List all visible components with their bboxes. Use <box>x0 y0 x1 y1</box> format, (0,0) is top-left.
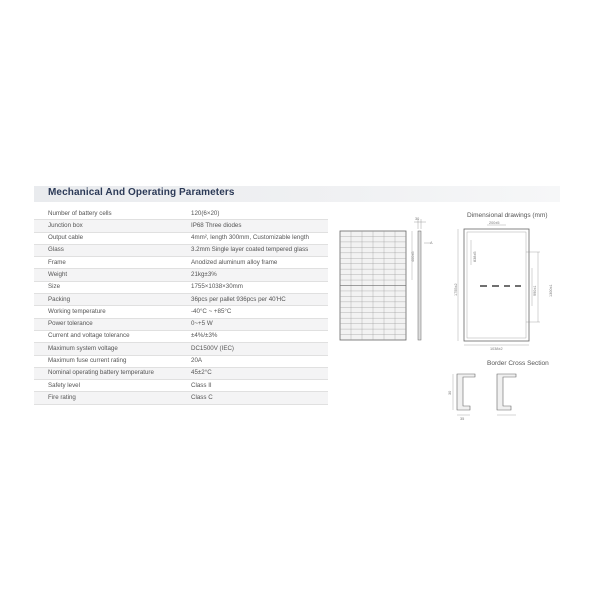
param-name: Power tolerance <box>48 320 93 328</box>
section-mark-label: A <box>430 241 433 245</box>
hole-span-label: 1300±1 <box>549 284 553 297</box>
param-value: IP68 Three diodes <box>191 221 242 229</box>
param-value: 120(6×20) <box>191 209 220 217</box>
param-value: 36pcs per pallet 936pcs per 40'HC <box>191 295 286 303</box>
param-value: ±4%/±3% <box>191 332 218 340</box>
param-name: Glass <box>48 246 64 254</box>
param-name: Fire rating <box>48 393 76 401</box>
param-name: Working temperature <box>48 307 106 315</box>
panel-front-view <box>340 231 406 340</box>
param-value: 20A <box>191 357 203 365</box>
param-value: DC1500V (IEC) <box>191 344 234 352</box>
param-value: Anodized aluminum alloy frame <box>191 258 278 266</box>
panel-height-label: 1755±2 <box>454 283 458 296</box>
param-name: Frame <box>48 258 66 266</box>
param-value: 21kg±3% <box>191 270 217 278</box>
cs-height-label: 30 <box>448 390 452 395</box>
panel-back-view <box>454 221 553 351</box>
border-cross-section <box>448 374 516 421</box>
cs-width-label: 35 <box>460 417 465 421</box>
param-name: Size <box>48 283 61 291</box>
frame-width-label: 30 <box>415 217 420 221</box>
section-title: Mechanical And Operating Parameters <box>48 187 235 198</box>
param-value: 0~+5 W <box>191 320 213 328</box>
width-bottom-label: 1038±2 <box>490 347 503 351</box>
param-value: 3.2mm Single layer coated tempered glass <box>191 246 309 254</box>
param-name: Maximum system voltage <box>48 344 118 352</box>
cable-length-label: 400±5 <box>411 251 415 262</box>
param-value: 45±2°C <box>191 369 212 377</box>
param-name: Packing <box>48 295 71 303</box>
hole-offset-label: 838±5 <box>473 251 477 262</box>
param-name: Maximum fuse current rating <box>48 357 127 365</box>
param-value: Class II <box>191 381 212 389</box>
param-value: -40°C ~ +85°C <box>191 307 232 315</box>
inner-span-label: 990±1 <box>533 285 537 296</box>
param-name: Output cable <box>48 234 84 242</box>
param-name: Current and voltage tolerance <box>48 332 130 340</box>
param-value: 1755×1038×30mm <box>191 283 243 291</box>
param-name: Number of battery cells <box>48 209 112 217</box>
param-name: Nominal operating battery temperature <box>48 369 154 377</box>
param-name: Safety level <box>48 381 80 389</box>
hole-top-label: 200±5 <box>489 221 500 225</box>
dimensional-drawings-title: Dimensional drawings (mm) <box>467 212 548 219</box>
param-value: Class C <box>191 393 213 401</box>
param-name: Weight <box>48 270 68 278</box>
cross-section-title: Border Cross Section <box>487 360 549 367</box>
param-value: 4mm², length 300mm, Customizable length <box>191 234 309 242</box>
param-name: Junction box <box>48 221 83 229</box>
panel-side-view <box>411 217 433 340</box>
